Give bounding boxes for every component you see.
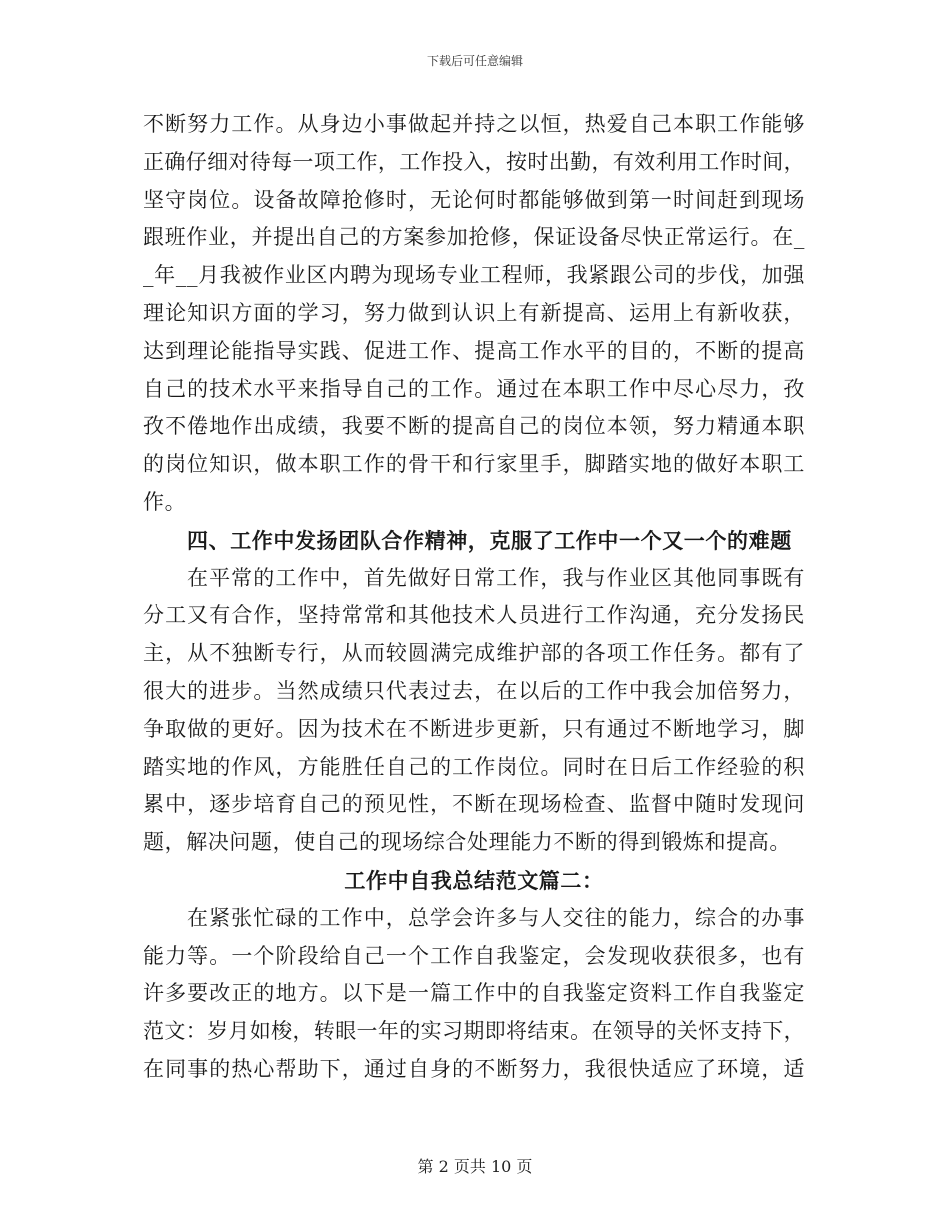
text-line: 自己的技术水平来指导自己的工作。通过在本职工作中尽心尽力，孜 (143, 376, 805, 401)
page-header-note: 下载后可任意编辑 (426, 54, 523, 68)
text-line: 跟班作业，并提出自己的方案参加抢修，保证设备尽快正常运行。在_ (143, 225, 805, 250)
text-line: 累中，逐步培育自己的预见性，不断在现场检查、监督中随时发现问 (143, 792, 805, 817)
text-line: 正确仔细对待每一项工作，工作投入，按时出勤，有效利用工作时间， (143, 149, 805, 174)
text-line: 争取做的更好。因为技术在不断进步更新，只有通过不断地学习，脚 (143, 716, 805, 741)
text-line: 理论知识方面的学习，努力做到认识上有新提高、运用上有新收获， (143, 300, 805, 325)
text-line: 作。 (143, 489, 187, 514)
text-line: 在紧张忙碌的工作中，总学会许多与人交往的能力，综合的办事 (187, 905, 805, 930)
text-line: 能力等。一个阶段给自己一个工作自我鉴定，会发现收获很多，也有 (143, 943, 805, 968)
article-title: 工作中自我总结范文篇二： (344, 867, 604, 893)
text-line: 坚守岗位。设备故障抢修时，无论何时都能够做到第一时间赶到现场 (143, 187, 805, 212)
paragraph-continuation (143, 106, 805, 522)
text-line: 范文：岁月如梭，转眼一年的实习期即将结束。在领导的关怀支持下， (143, 1019, 805, 1044)
article-two (143, 862, 805, 1089)
text-line: 主，从不独断专行，从而较圆满完成维护部的各项工作任务。都有了 (143, 641, 805, 666)
document-body (143, 106, 805, 1089)
text-line: _年__月我被作业区内聘为现场专业工程师，我紧跟公司的步伐，加强 (143, 263, 805, 288)
text-line: 不断努力工作。从身边小事做起并持之以恒，热爱自己本职工作能够 (143, 112, 805, 136)
text-line: 题，解决问题，使自己的现场综合处理能力不断的得到锻炼和提高。 (143, 830, 791, 855)
text-line: 很大的进步。当然成绩只代表过去，在以后的工作中我会加倍努力， (143, 678, 805, 703)
section-teamwork (143, 522, 805, 862)
text-line: 许多要改正的地方。以下是一篇工作中的自我鉴定资料工作自我鉴定 (143, 981, 805, 1006)
text-line: 的岗位知识，做本职工作的骨干和行家里手，脚踏实地的做好本职工 (143, 452, 805, 477)
text-line: 在平常的工作中，首先做好日常工作，我与作业区其他同事既有 (187, 565, 805, 590)
text-line: 分工又有合作，坚持常常和其他技术人员进行工作沟通，充分发扬民 (143, 603, 805, 628)
text-line: 在同事的热心帮助下，通过自身的不断努力，我很快适应了环境，适 (143, 1056, 805, 1081)
text-line: 孜不倦地作出成绩，我要不断的提高自己的岗位本领，努力精通本职 (143, 414, 805, 439)
text-line: 踏实地的作风，方能胜任自己的工作岗位。同时在日后工作经验的积 (143, 754, 805, 779)
section-heading: 四、工作中发扬团队合作精神，克服了工作中一个又一个的难题 (187, 527, 792, 553)
text-line: 达到理论能指导实践、促进工作、提高工作水平的目的，不断的提高 (143, 338, 805, 363)
page-number: 第 2 页共 10 页 (417, 1157, 533, 1176)
